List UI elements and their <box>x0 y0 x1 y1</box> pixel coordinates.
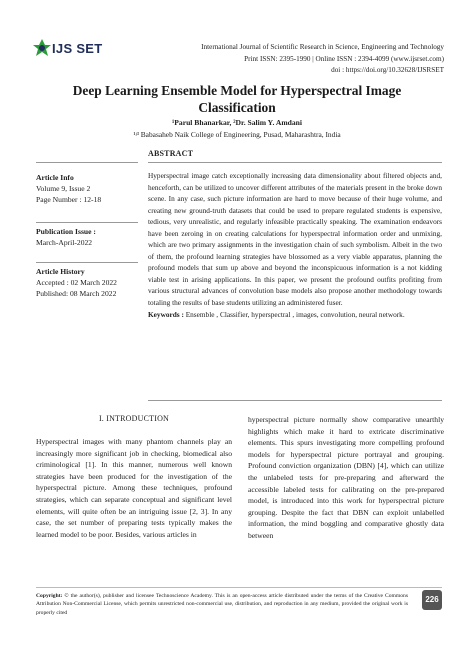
article-history-heading: Article History <box>36 267 85 276</box>
abstract-text: Hyperspectral image catch exceptionally increasing data dimensionality about filtered objects and, henceforth, can be utilized to uncover different attributes of the materials present in the broke down scene. In any case, such picture information are hard to move because of their huge volume, and creating new ground-truth datasets that could be used to prepare regulated students is expensive, tedious, very unrealistic, and regularly infeasible practically speaking. The examination endeavors have been zeroing in on creating calculations for hyperspectral information order and unmixing, which are two primary assignments in the investigation chain of such symbolism. Albeit in the two of them, the profound learning strategies have blossomed as a very viable apparatus, planning the profound models that sum up above and beyond the inconspicuous information is a not kidding viable test in arising applications. In this paper, we present the profound outfits profiting from various structural advances of convolution base models also propose another methodology towards totaling the results of base students utilizing an administered fuser. <box>148 171 442 308</box>
paper-affiliation: ¹ʲ³ Babasaheb Naik College of Engineering, Pusad, Maharashtra, India <box>133 130 341 139</box>
abstract-body <box>148 170 442 320</box>
article-info <box>36 172 101 206</box>
journal-doi: doi : https://doi.org/10.32628/IJSRSET <box>331 66 444 74</box>
page-number: 226 <box>422 590 442 610</box>
article-history <box>36 266 117 300</box>
paper-authors: ¹Parul Bhanarkar, ²Dr. Salim Y. Amdani <box>171 118 303 127</box>
journal-name: International Journal of Scientific Research in Science, Engineering and Technology <box>201 43 444 51</box>
article-info-rule-1 <box>36 162 138 163</box>
abstract-top-rule <box>148 162 442 163</box>
publication-issue-heading: Publication Issue : <box>36 227 96 236</box>
article-volume: Volume 9, Issue 2 <box>36 184 91 194</box>
intro-column-1: Hyperspectral images with many phantom channels play an increasingly more significant job in checking, biomedical also criminological [1]. In this manner, numerous well known strategies have been produced for the investigation of the hyperspectral picture. Among these techniques, profound strategies, which can separate conceptual and significant level elements, will quite often be an intriguing issue [2, 3]. In any case, the set number of preparing tests typically makes the learned model to be poor. Besides, various articles in <box>36 437 232 539</box>
publication-issue <box>36 226 96 248</box>
paper-title-line1: Deep Learning Ensemble Model for Hyperspectral Image <box>72 83 402 98</box>
journal-logo-text: IJS SET <box>52 41 103 56</box>
copyright-text: © the author(s), publisher and licensee Technoscience Academy. This is an open-access article distributed under the terms of the Creative Commons Attribution Non-Commercial License, which permits unrestricted non-commercial use, distribution, and reproduction in any medium, provided the original work is properly cited <box>36 593 408 616</box>
keywords-text: Ensemble , Classifier, hyperspectral , images, convolution, neural network. <box>183 309 405 319</box>
paper-title-line2: Classification <box>198 100 276 115</box>
journal-header <box>124 42 444 77</box>
journal-issn: Print ISSN: 2395-1990 | Online ISSN : 2394-4099 (www.ijsrset.com) <box>244 54 444 63</box>
publication-issue-value: March-April-2022 <box>36 238 93 248</box>
abstract-heading: ABSTRACT <box>148 149 194 158</box>
copyright-footer <box>36 592 408 617</box>
copyright-label: Copyright: <box>36 593 63 599</box>
footer-rule <box>36 587 442 588</box>
keywords-label: Keywords : <box>148 309 184 319</box>
intro-heading: I. INTRODUCTION <box>98 414 170 423</box>
article-info-rule-3 <box>36 262 138 263</box>
abstract-bottom-rule <box>148 400 442 401</box>
paper-title <box>30 82 444 116</box>
article-accepted: Accepted : 02 March 2022 <box>36 278 117 288</box>
article-pages: Page Number : 12-18 <box>36 195 102 205</box>
article-published: Published: 08 March 2022 <box>36 289 117 299</box>
article-info-rule-2 <box>36 222 138 223</box>
article-info-heading: Article Info <box>36 173 74 182</box>
intro-column-2: hyperspectral picture normally show comparative unearthly highlights which make it hard to extricate discriminative elements. This spurs investigating more compelling profound models for hyperspectral picture portrayal and grouping. Profound conviction organization (DBN) [4], which can utilize the unlabeled tests for pre-preparing and afterward the accessible labeled tests for calibrating on the pre-prepared model, is introduced into this work for hyperspectral picture grouping. Despite the fact that DBN can exploit unlabelled information, the mind boggling and comparative ghostly data between <box>248 415 444 540</box>
